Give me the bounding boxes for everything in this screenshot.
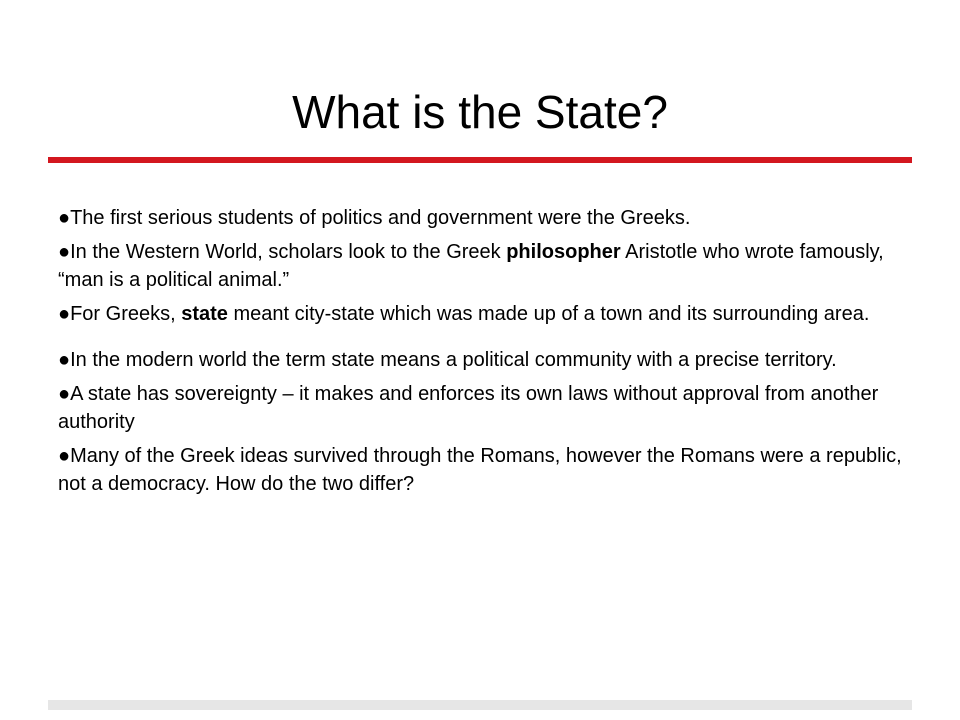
slide-title: What is the State? bbox=[292, 86, 668, 138]
bullet-text: In the Western World, scholars look to the Greek bbox=[70, 241, 507, 263]
bullet-text: For Greeks, bbox=[70, 303, 182, 325]
bullet-item-5 bbox=[58, 380, 908, 436]
bullet-icon: ● bbox=[58, 241, 71, 263]
bullet-text: Aristotle who wrote famously, “man is a political animal.” bbox=[58, 241, 884, 291]
bullet-item-1 bbox=[58, 204, 908, 232]
bullet-icon: ● bbox=[58, 303, 71, 325]
bullet-item-6 bbox=[58, 442, 908, 498]
bullet-list bbox=[58, 204, 908, 504]
title-underline-rule bbox=[48, 157, 912, 163]
bottom-divider-bar bbox=[48, 700, 912, 710]
bullet-item-4 bbox=[58, 346, 908, 374]
bullet-text: In the modern world the term state means a political community with a precise territory. bbox=[70, 349, 837, 371]
bullet-icon: ● bbox=[58, 349, 71, 371]
bullet-text: A state has sovereignty – it makes and enforces its own laws without approval from another authority bbox=[58, 383, 879, 433]
bullet-text: The first serious students of politics and government were the Greeks. bbox=[70, 207, 691, 229]
bullet-bold-term: state bbox=[181, 303, 228, 325]
bullet-icon: ● bbox=[58, 445, 71, 467]
bullet-item-3 bbox=[58, 300, 908, 328]
bullet-item-2 bbox=[58, 238, 908, 294]
bullet-icon: ● bbox=[58, 383, 71, 405]
bullet-icon: ● bbox=[58, 207, 71, 229]
bullet-text: Many of the Greek ideas survived through the Romans, however the Romans were a republic, not a democracy. How do the two differ? bbox=[58, 445, 902, 495]
bullet-bold-term: philosopher bbox=[506, 241, 621, 263]
bullet-text: meant city-state which was made up of a town and its surrounding area. bbox=[227, 303, 870, 325]
